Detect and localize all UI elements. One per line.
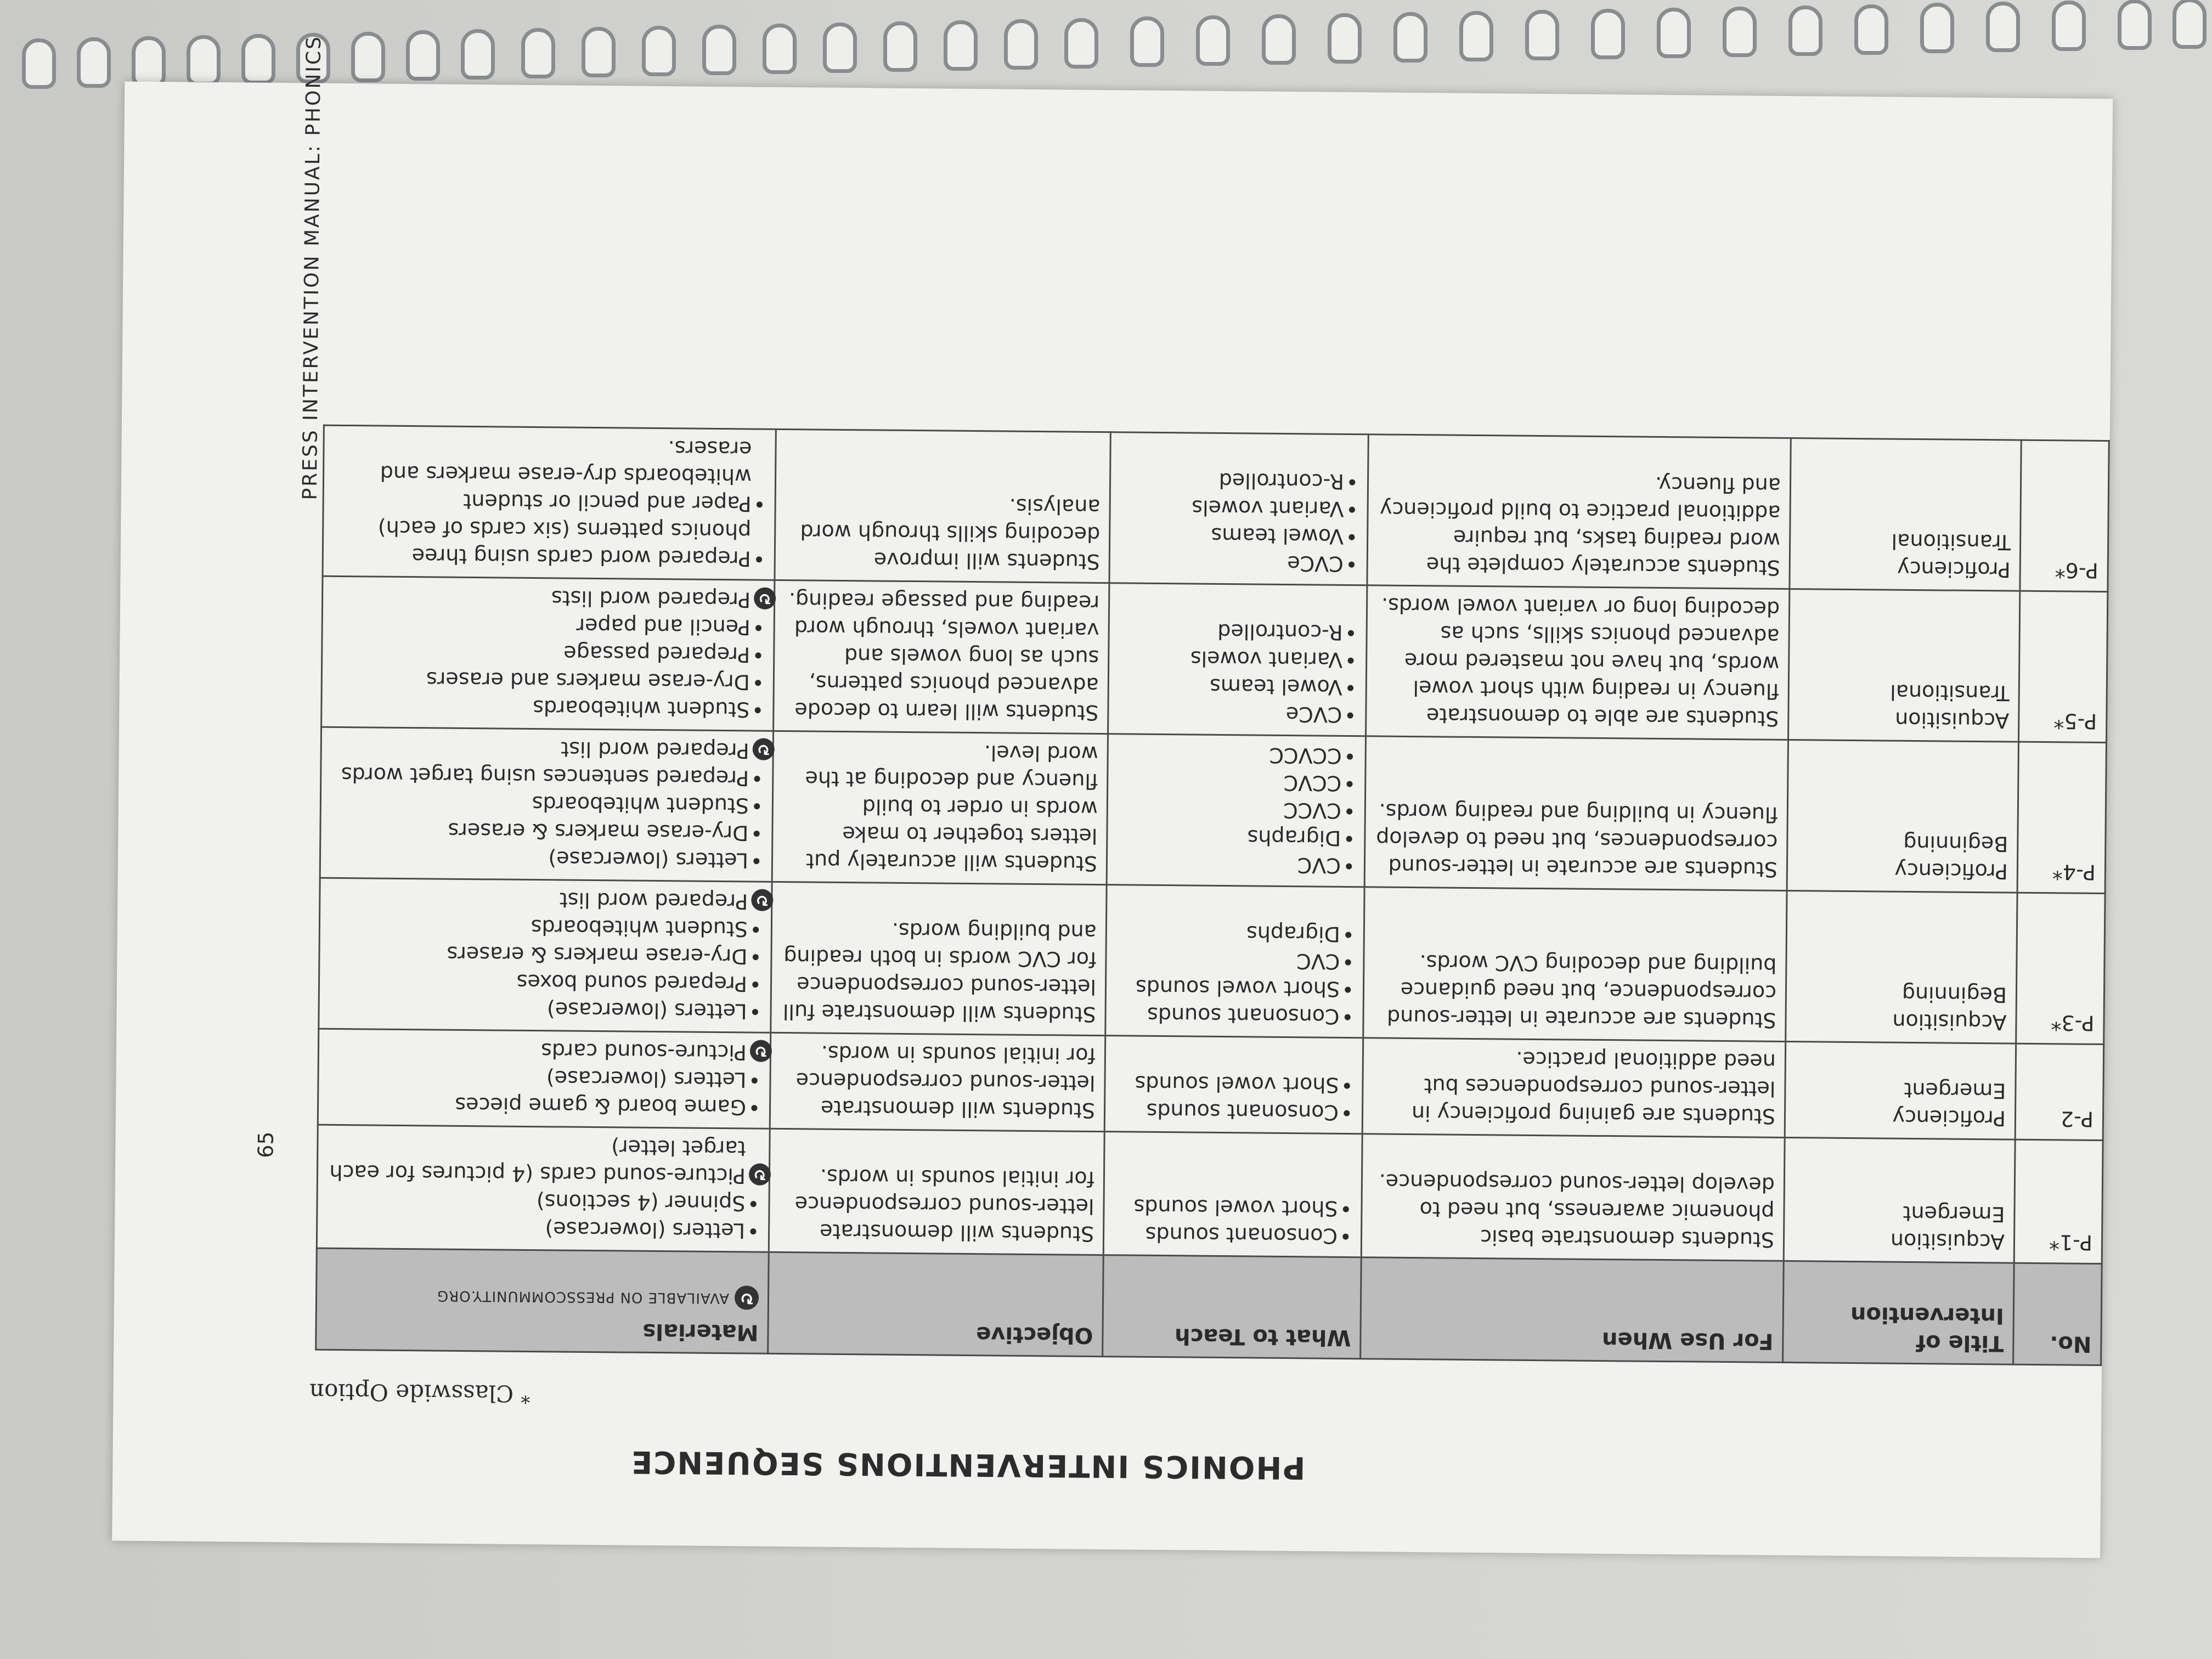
what-to-teach-item: • Short vowel sounds [1113, 1193, 1338, 1222]
header-materials [316, 1248, 769, 1353]
materials-item-text: Letters (lowercase) [548, 847, 749, 873]
spiral-coil [241, 34, 275, 84]
cell-no: P-5* [2018, 591, 2107, 742]
footnote-text: Classwide Option [309, 1378, 514, 1407]
what-to-teach-item: • Consonant sounds [1113, 1220, 1338, 1250]
cell-objective: Students will accurately put letters together to make words in order to build fluency and decoding at the word level. [772, 731, 1108, 884]
materials-item-text: Game board & game pieces [455, 1092, 747, 1120]
spiral-coil [1196, 15, 1230, 66]
spiral-coil [1064, 18, 1098, 69]
table-row [319, 878, 2105, 1044]
spiral-binding [0, 0, 2212, 93]
spiral-coil [1591, 9, 1625, 59]
cell-title: Acquisition Beginning [1786, 890, 2017, 1043]
what-to-teach-list [1114, 1069, 1353, 1126]
spiral-coil [132, 36, 166, 87]
materials-item-text: Prepared word cards using three phonics patterns (six cards of each) [377, 516, 752, 571]
materials-item-text: Student whiteboards [532, 792, 749, 818]
materials-item [326, 1186, 745, 1217]
spiral-coil [461, 29, 495, 80]
available-online-note [326, 1281, 759, 1312]
materials-list [326, 1131, 766, 1245]
materials-item [328, 1090, 746, 1121]
what-to-teach-list [1113, 1193, 1352, 1250]
what-to-teach-item: • Consonant sounds [1115, 1001, 1339, 1030]
spiral-coil [1723, 7, 1757, 57]
cell-objective: Students will demonstrate letter-sound correspondence for initial sounds in words. [769, 1128, 1104, 1255]
spiral-coil [2118, 0, 2152, 50]
press-logo-icon: ↻ [751, 889, 773, 911]
spiral-coil [1854, 4, 1888, 55]
materials-item [332, 432, 752, 518]
materials-item [327, 1131, 766, 1190]
spiral-coil [77, 37, 111, 88]
table-row [320, 727, 2106, 893]
cell-objective: Students will demonstrate letter-sound correspondence for initial sounds in words. [770, 1032, 1105, 1131]
page-number: 65 [253, 1131, 278, 1158]
cell-what-to-teach [1108, 583, 1367, 736]
spiral-coil [521, 28, 555, 78]
cell-no: P-1* [2014, 1139, 2103, 1263]
spiral-coil [642, 26, 676, 76]
materials-item [326, 1214, 745, 1245]
materials-item [332, 514, 752, 573]
cell-objective: Students will learn to decode advanced phonics patterns, such as long vowels and variant vowels, through word reading and passage reading. [774, 580, 1109, 733]
materials-item [332, 583, 772, 614]
cell-materials [321, 576, 775, 731]
cell-materials [317, 1125, 770, 1252]
table-row [321, 576, 2108, 742]
what-to-teach-item: • CVCe [1118, 699, 1342, 729]
header-for-use-when: For Use When [1361, 1257, 1784, 1363]
cell-what-to-teach [1109, 432, 1368, 585]
what-to-teach-item: • Short vowel sounds [1114, 1069, 1339, 1099]
materials-list [332, 432, 766, 573]
cell-title: Proficiency Emergent [1785, 1041, 2016, 1139]
materials-item-text: Student whiteboards [531, 915, 748, 941]
what-to-teach-item: • CCVCC [1118, 740, 1342, 770]
materials-item [330, 843, 748, 874]
materials-item-text: Letters (lowercase) [546, 997, 747, 1024]
materials-item-text: Dry-erase markers & erasers [447, 941, 748, 969]
materials-item-text: Letters (lowercase) [546, 1066, 747, 1092]
cell-what-to-teach [1103, 1132, 1362, 1257]
spiral-coil [883, 21, 917, 72]
materials-item [329, 967, 747, 998]
table-row [318, 1029, 2103, 1140]
materials-item [328, 994, 747, 1025]
cell-no: P-2 [2015, 1043, 2104, 1140]
spiral-coil [187, 35, 221, 86]
spiral-coil [22, 38, 56, 89]
what-to-teach-item: • Vowel teams [1118, 672, 1342, 701]
cell-materials [318, 1029, 770, 1128]
materials-item [331, 692, 749, 724]
materials-item [331, 665, 750, 696]
cell-materials [320, 727, 773, 882]
cell-title: Proficiency Beginning [1787, 740, 2018, 893]
what-to-teach-item: • Digraphs [1116, 822, 1341, 852]
materials-item-text: Prepared passage [563, 641, 751, 667]
what-to-teach-item: • CVCC [1117, 795, 1341, 825]
spiral-coil [1004, 19, 1038, 70]
cell-objective: Students will demonstrate full letter-sound correspondence for CVC words in both reading and building words. [771, 882, 1107, 1035]
header-objective: Objective [768, 1252, 1104, 1356]
cell-objective: Students will improve decoding skills through word analysis. [775, 429, 1110, 583]
what-to-teach-list [1115, 918, 1355, 1030]
table-row [317, 1125, 2103, 1263]
spiral-coil [1393, 12, 1427, 63]
what-to-teach-item: • CVCe [1119, 548, 1344, 578]
materials-item-text: Dry-erase markers & erasers [448, 818, 749, 845]
spiral-coil [406, 30, 440, 81]
cell-no: P-3* [2016, 893, 2105, 1044]
what-to-teach-item: • R-controlled [1120, 466, 1344, 495]
spiral-coil [1657, 8, 1691, 58]
cell-for-use-when: Students are accurate in letter-sound correspondences, but need to develop fluency in building and reading words. [1364, 736, 1788, 891]
materials-item-text: Prepared word list [559, 888, 748, 914]
materials-item-text: Letters (lowercase) [545, 1217, 746, 1243]
what-to-teach-item: • Variant vowels [1119, 493, 1344, 523]
spiral-coil [944, 20, 978, 71]
materials-item [331, 637, 750, 669]
interventions-table [315, 425, 2110, 1366]
press-logo-icon: ↻ [754, 588, 776, 610]
materials-item-text: Prepared word list [561, 737, 749, 763]
materials-item-text: Prepared sentences using target words [341, 762, 749, 791]
what-to-teach-item: • Digraphs [1116, 918, 1340, 948]
materials-item [330, 816, 748, 847]
materials-item-text: Prepared word lists [551, 586, 751, 612]
spiral-coil [1130, 16, 1164, 67]
what-to-teach-item: • Consonant sounds [1114, 1097, 1339, 1126]
materials-item [330, 788, 749, 820]
spiral-coil [1459, 11, 1493, 61]
cell-no: P-4* [2017, 742, 2106, 893]
spiral-coil [823, 22, 857, 73]
what-to-teach-item: • Short vowel sounds [1115, 973, 1340, 1003]
press-logo-icon: ↻ [750, 1040, 772, 1062]
materials-item-text: Spinner (4 sections) [536, 1189, 746, 1216]
materials-item-text: Pencil and paper [576, 613, 751, 640]
materials-item-text: Picture-sound cards (4 pictures for each target letter) [329, 1135, 746, 1188]
materials-list [328, 1035, 768, 1121]
cell-for-use-when: Students are gaining proficiency in letter-sound correspondences but need additional practice. [1362, 1038, 1785, 1138]
cell-what-to-teach [1105, 885, 1364, 1038]
spiral-coil [1262, 14, 1296, 65]
materials-list [330, 733, 770, 874]
cell-for-use-when: Students demonstrate basic phonemic awareness, but need to develop letter-sound correspondence. [1361, 1134, 1785, 1261]
materials-item [329, 884, 769, 916]
materials-item-text: Student whiteboards [533, 696, 750, 722]
materials-item-text: Paper and pencil or student whiteboards dry-erase markers and erasers. [380, 436, 752, 516]
spiral-coil [702, 25, 736, 75]
header-no: No. [2013, 1263, 2102, 1365]
what-to-teach-item: • Vowel teams [1119, 521, 1344, 550]
what-to-teach-list [1118, 617, 1357, 729]
header-what-to-teach: What to Teach [1103, 1255, 1362, 1359]
cell-materials [319, 878, 772, 1032]
rotated-page-wrapper [112, 35, 2113, 1558]
press-logo-icon: ↻ [735, 1286, 759, 1310]
cell-for-use-when: Students accurately complete the word reading tasks, but require additional practice to build proficiency and fluency. [1367, 435, 1791, 589]
materials-item-text: Prepared sound boxes [516, 969, 748, 996]
materials-item-text: Dry-erase markers and erasers [426, 667, 751, 695]
cell-for-use-when: Students are able to demonstrate fluency in reading with short vowel words, but have not mastered more advanced phonics skills, such as decoding long or variant vowel words. [1366, 585, 1790, 740]
cell-what-to-teach [1107, 734, 1365, 887]
spiral-coil [582, 27, 616, 77]
cell-for-use-when: Students are accurate in letter-sound correspondence, but need guidance building and decoding CVC words. [1363, 887, 1787, 1042]
what-to-teach-item: • CVC [1116, 850, 1341, 879]
cell-title: Proficiency Transitional [1790, 438, 2021, 591]
spiral-coil [351, 32, 385, 82]
spiral-coil [1328, 13, 1362, 64]
materials-item [329, 939, 747, 970]
what-to-teach-list [1119, 466, 1359, 578]
what-to-teach-item: • CCVC [1117, 768, 1341, 797]
what-to-teach-item: • CVC [1115, 946, 1340, 975]
spiral-coil [2052, 1, 2086, 51]
what-to-teach-item: • R-controlled [1118, 617, 1342, 646]
what-to-teach-item: • Variant vowels [1118, 644, 1342, 674]
available-online-text: AVAILABLE ON PRESSCOMMUNITY.ORG [436, 1287, 730, 1307]
materials-item [329, 912, 748, 943]
page-title: PHONICS INTERVENTIONS SEQUENCE [630, 1443, 1306, 1486]
materials-item [332, 610, 751, 641]
materials-item [330, 761, 749, 792]
header-materials-label: Materials [642, 1318, 759, 1345]
table-header-row [316, 1248, 2102, 1365]
spiral-coil [1525, 10, 1559, 60]
cell-no: P-6* [2020, 440, 2109, 591]
cell-what-to-teach [1104, 1036, 1363, 1134]
cell-title: Acquisition Transitional [1788, 589, 2019, 742]
table-row [323, 425, 2109, 591]
cell-title: Acquisition Emergent [1784, 1137, 2015, 1263]
press-logo-icon: ↻ [753, 738, 775, 760]
spiral-coil [1986, 2, 2020, 52]
spiral-coil [763, 24, 797, 74]
materials-item [328, 1063, 746, 1094]
manual-page [112, 35, 2113, 1558]
materials-item [331, 733, 770, 765]
materials-list [328, 884, 769, 1025]
materials-item-text: Picture-sound cards [540, 1039, 747, 1065]
classwide-footnote [309, 1379, 531, 1408]
header-title: Title of Intervention [1783, 1261, 2015, 1364]
what-to-teach-list [1116, 740, 1356, 879]
table-body [317, 425, 2109, 1263]
running-head: PRESS INTERVENTION MANUAL: PHONICS [298, 35, 326, 500]
spiral-coil [2172, 0, 2207, 49]
materials-list [331, 583, 772, 724]
cell-materials [323, 425, 776, 580]
spiral-coil [1920, 3, 1954, 53]
spiral-coil [1788, 5, 1822, 56]
materials-item [328, 1035, 768, 1066]
press-logo-icon: ↻ [749, 1164, 771, 1186]
footnote-marker: * [521, 1385, 531, 1408]
